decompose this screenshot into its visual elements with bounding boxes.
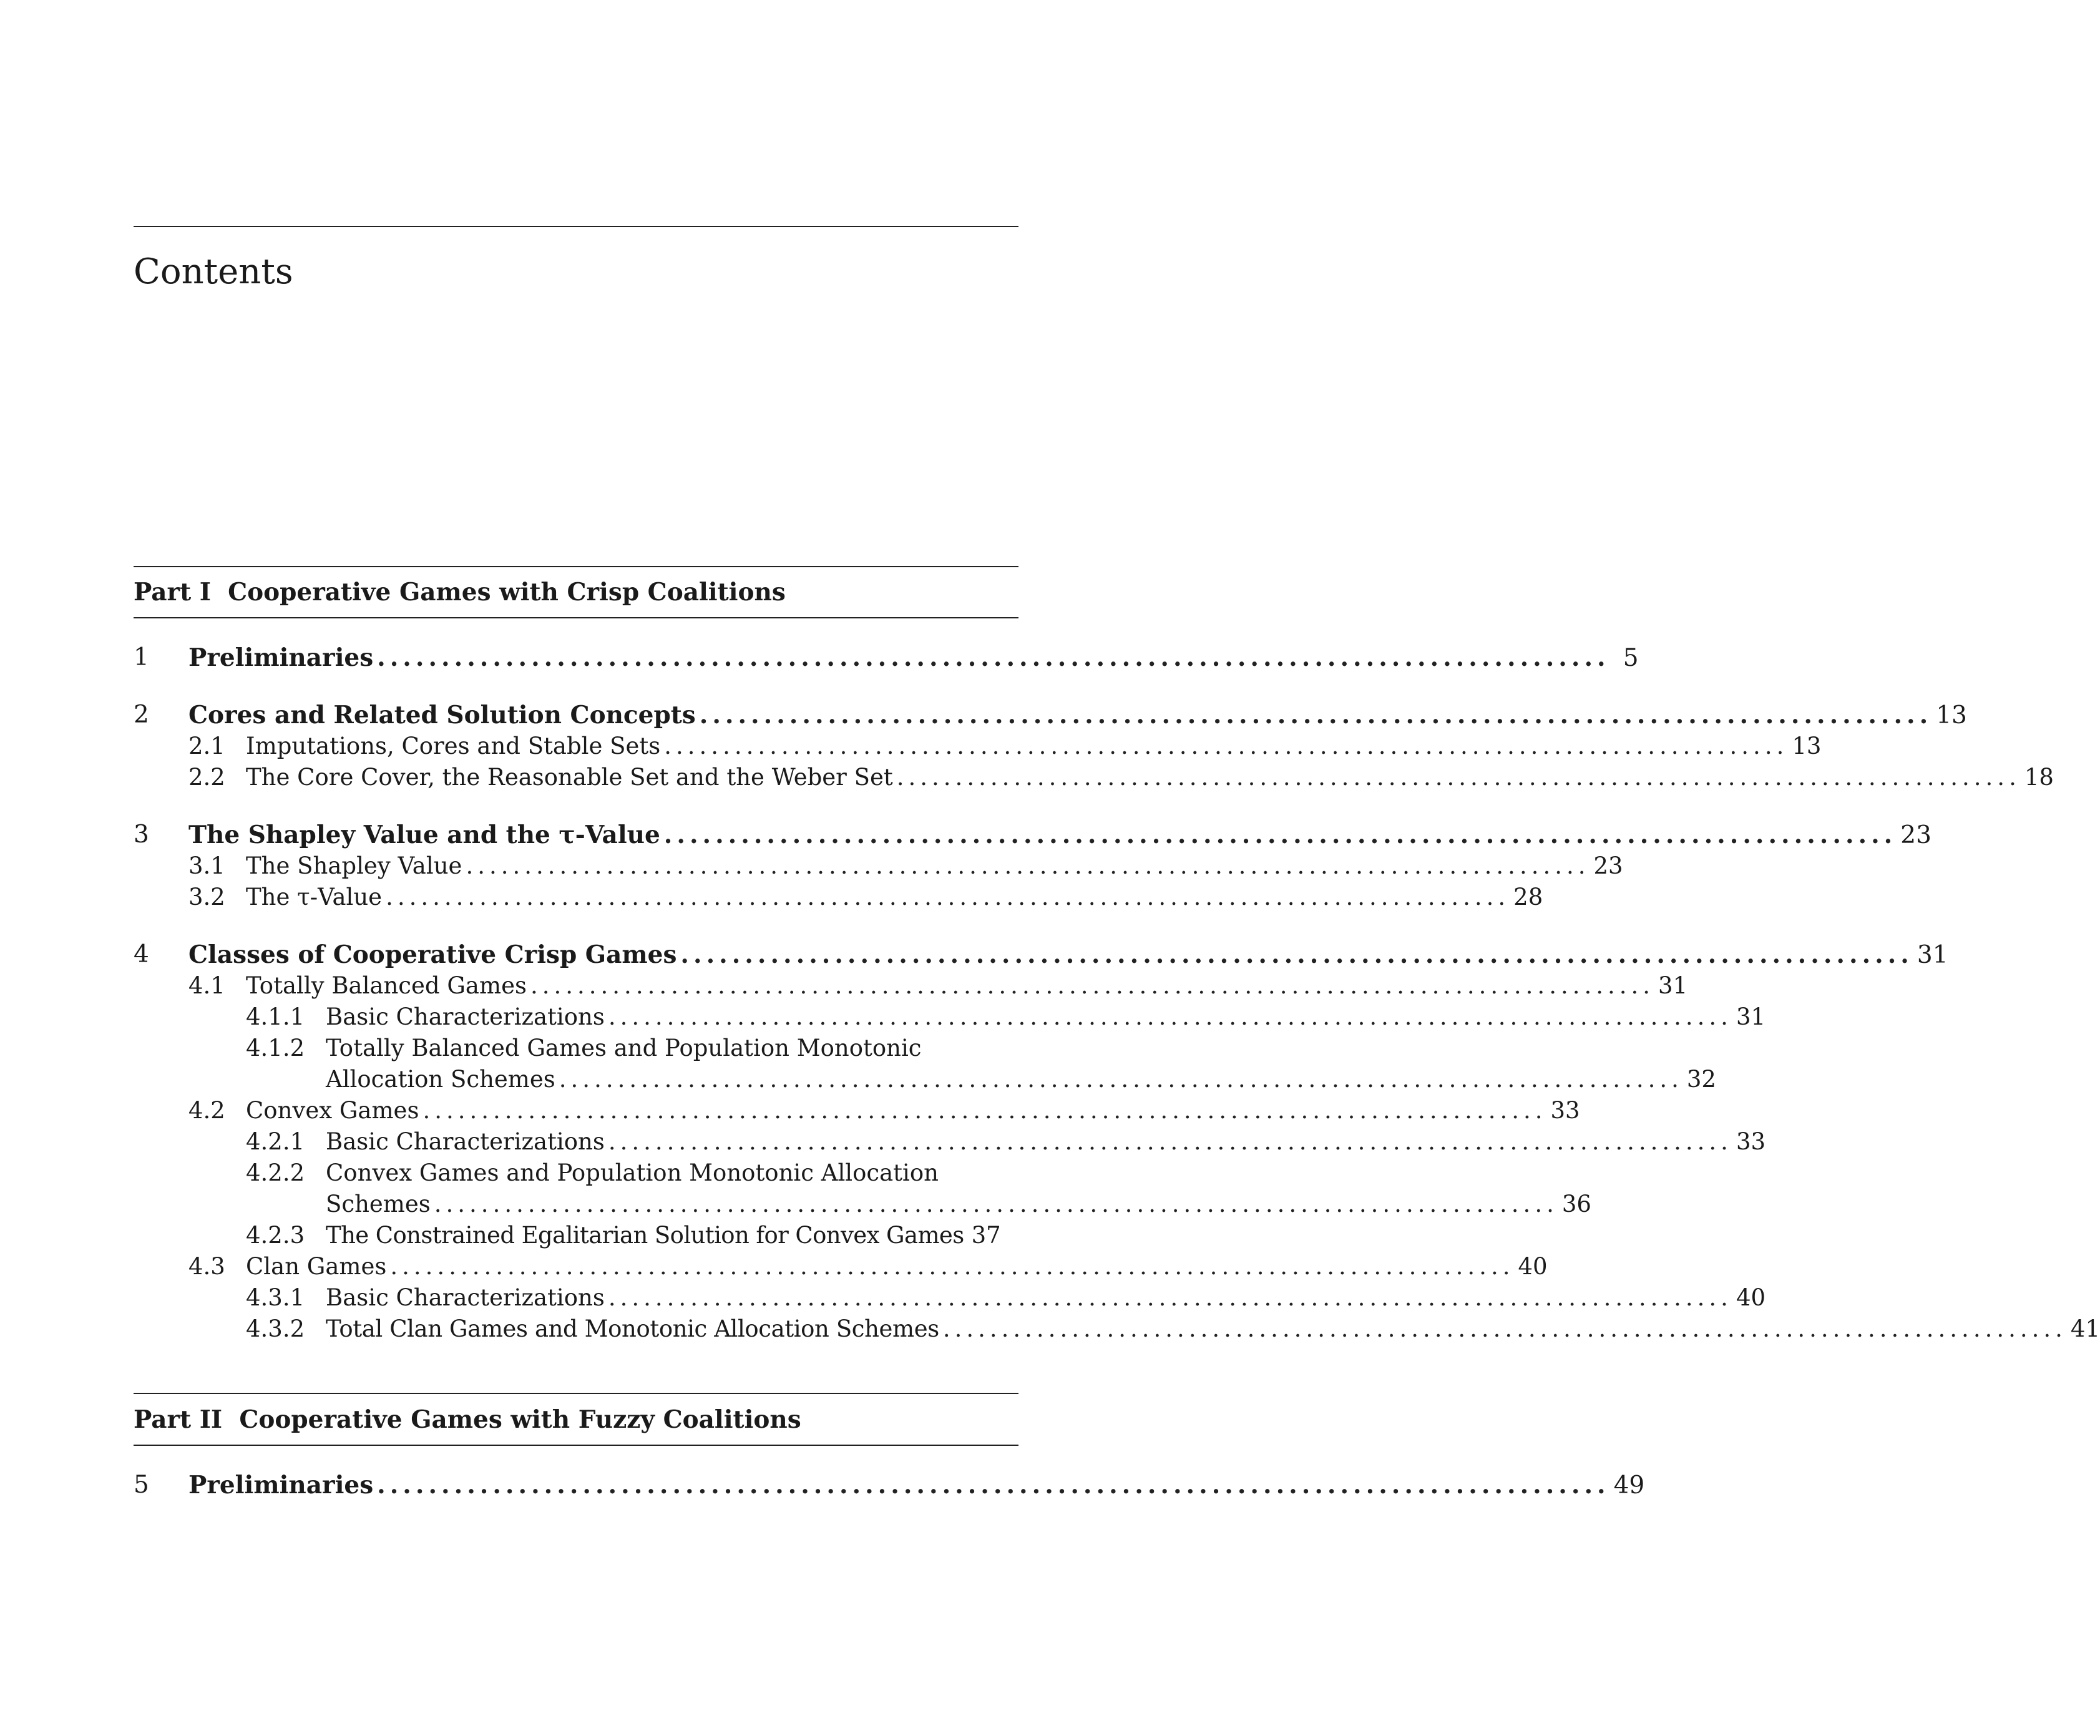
entry-number: 1 <box>134 643 149 671</box>
toc-entry-chapter[interactable] <box>134 700 1967 730</box>
toc-entry-section[interactable] <box>134 882 1543 912</box>
entry-title: The Constrained Egalitarian Solution for Convex Games <box>326 1222 964 1249</box>
toc-entry-section[interactable] <box>134 731 1822 761</box>
leader-dots: ................................................................................................ <box>377 643 1610 672</box>
entry-title: Convex Games and Population Monotonic Allocation <box>326 1159 939 1186</box>
leader-dots: ................................................................................................ <box>663 821 1897 849</box>
toc-entry-section[interactable] <box>134 1096 1580 1126</box>
entry-number: 4.2.2 <box>246 1159 305 1186</box>
title-rule <box>134 226 1018 227</box>
leader-dots: ................................................................................................ <box>942 1315 2067 1342</box>
entry-title: Preliminaries <box>188 643 374 672</box>
entry-page: 18 <box>2024 764 2054 791</box>
entry-page: 32 <box>1686 1066 1716 1093</box>
leader-dots: ................................................................................................ <box>386 884 1510 910</box>
entry-number: 4.3.2 <box>246 1315 305 1342</box>
leader-dots: ................................................................................................ <box>559 1066 1683 1093</box>
leader-dots: ................................................................................................ <box>608 1128 1732 1155</box>
entry-page: 23 <box>1593 852 1623 879</box>
entry-number: 3.2 <box>188 884 225 910</box>
entry-number: 2.2 <box>188 764 225 791</box>
toc-entry-subsection[interactable] <box>134 1314 2100 1344</box>
part-rule-top <box>134 1393 1018 1394</box>
entry-title: The Shapley Value and the τ-Value <box>188 821 660 849</box>
entry-title: Classes of Cooperative Crisp Games <box>188 940 677 969</box>
entry-title: Basic Characterizations <box>326 1003 605 1030</box>
entry-title: Schemes <box>326 1191 431 1217</box>
toc-entry-subsection-continued[interactable] <box>134 1189 1591 1219</box>
entry-page: 40 <box>1518 1253 1548 1280</box>
entry-number: 4.1 <box>188 972 225 999</box>
page-title: Contents <box>134 251 293 292</box>
toc-entry-section[interactable] <box>134 851 1623 881</box>
entry-page: 40 <box>1736 1284 1766 1311</box>
part-title: Cooperative Games with Crisp Coalitions <box>228 578 786 607</box>
part-rule-bottom <box>134 1445 1018 1446</box>
leader-dots: ................................................................................................ <box>466 852 1590 879</box>
entry-page: 31 <box>1917 941 1948 969</box>
part-label: Part II <box>134 1405 223 1434</box>
part-heading <box>134 580 786 605</box>
toc-entry-subsection[interactable] <box>134 1002 1766 1032</box>
entry-number: 4.1.2 <box>246 1035 305 1061</box>
entry-page: 37 <box>971 1222 1001 1249</box>
entry-page: 23 <box>1900 821 1932 849</box>
toc-entry-chapter[interactable] <box>134 940 1948 970</box>
toc-entry-chapter[interactable] <box>134 1470 1645 1500</box>
leader-dots: ................................................................................................ <box>434 1191 1558 1217</box>
entry-page: 13 <box>1792 733 1822 759</box>
entry-number: 5 <box>134 1471 149 1499</box>
toc-entry-chapter[interactable] <box>134 820 1932 850</box>
entry-number: 3 <box>134 821 149 849</box>
leader-dots: ................................................................................................ <box>422 1097 1547 1124</box>
entry-number: 4.3 <box>188 1253 225 1280</box>
entry-title: Basic Characterizations <box>326 1284 605 1311</box>
part-heading <box>134 1405 801 1434</box>
toc-entry-chapter[interactable] <box>134 643 1639 673</box>
leader-dots: ................................................................................................ <box>680 940 1913 969</box>
toc-entry-subsection[interactable] <box>134 1283 1766 1313</box>
toc-entry-section[interactable] <box>134 763 2054 792</box>
toc-entry-subsection[interactable] <box>134 1221 1018 1251</box>
entry-title: The Core Cover, the Reasonable Set and the Weber Set <box>246 764 893 791</box>
part-title: Cooperative Games with Fuzzy Coalitions <box>239 1405 801 1434</box>
leader-dots: ................................................................................................ <box>699 701 1933 729</box>
toc-entry-subsection[interactable] <box>134 1158 1018 1188</box>
part-rule-top <box>134 566 1018 567</box>
leader-dots: ................................................................................................ <box>896 764 2021 791</box>
entry-page: 36 <box>1561 1191 1591 1217</box>
entry-title: Convex Games <box>246 1097 419 1124</box>
entry-page: 49 <box>1613 1471 1645 1499</box>
leader-dots: ................................................................................................ <box>390 1253 1515 1280</box>
entry-number: 4.2.3 <box>246 1222 305 1249</box>
entry-number: 2 <box>134 701 149 729</box>
entry-title: Basic Characterizations <box>326 1128 605 1155</box>
toc-entry-subsection[interactable] <box>134 1127 1766 1157</box>
entry-number: 4.3.1 <box>246 1284 305 1311</box>
entry-title: Clan Games <box>246 1253 387 1280</box>
toc-entry-subsection[interactable] <box>134 1033 1018 1063</box>
entry-title: Allocation Schemes <box>326 1066 555 1093</box>
leader-dots: ................................................................................................ <box>664 733 1789 759</box>
entry-title: Totally Balanced Games and Population Monotonic <box>326 1035 922 1061</box>
entry-title: Preliminaries <box>188 1471 374 1499</box>
entry-title: Totally Balanced Games <box>246 972 527 999</box>
entry-title: Cores and Related Solution Concepts <box>188 701 696 729</box>
entry-number: 4.2.1 <box>246 1128 305 1155</box>
leader-dots: ................................................................................................ <box>608 1284 1732 1311</box>
entry-page: 13 <box>1936 701 1967 729</box>
entry-page: 31 <box>1658 972 1688 999</box>
entry-title: The Shapley Value <box>246 852 462 879</box>
toc-entry-section[interactable] <box>134 1252 1548 1282</box>
entry-number: 2.1 <box>188 733 225 759</box>
entry-title: Total Clan Games and Monotonic Allocation Schemes <box>326 1315 939 1342</box>
part-rule-bottom <box>134 617 1018 618</box>
entry-title: Imputations, Cores and Stable Sets <box>246 733 661 759</box>
entry-title: The τ-Value <box>246 884 383 910</box>
entry-number: 4.2 <box>188 1097 225 1124</box>
entry-page: 33 <box>1736 1128 1766 1155</box>
entry-number: 4.1.1 <box>246 1003 305 1030</box>
entry-number: 3.1 <box>188 852 225 879</box>
entry-page: 41 <box>2070 1315 2100 1342</box>
toc-entry-section[interactable] <box>134 971 1688 1001</box>
entry-page: 28 <box>1513 884 1543 910</box>
leader-dots: ................................................................................................ <box>608 1003 1732 1030</box>
leader-dots: ................................................................................................ <box>530 972 1655 999</box>
toc-entry-subsection-continued[interactable] <box>134 1065 1716 1095</box>
entry-page: 5 <box>1623 644 1639 672</box>
leader-dots: ................................................................................................ <box>377 1471 1610 1499</box>
entry-page: 31 <box>1736 1003 1766 1030</box>
entry-page: 33 <box>1550 1097 1580 1124</box>
part-label: Part I <box>134 578 211 607</box>
entry-number: 4 <box>134 940 149 968</box>
